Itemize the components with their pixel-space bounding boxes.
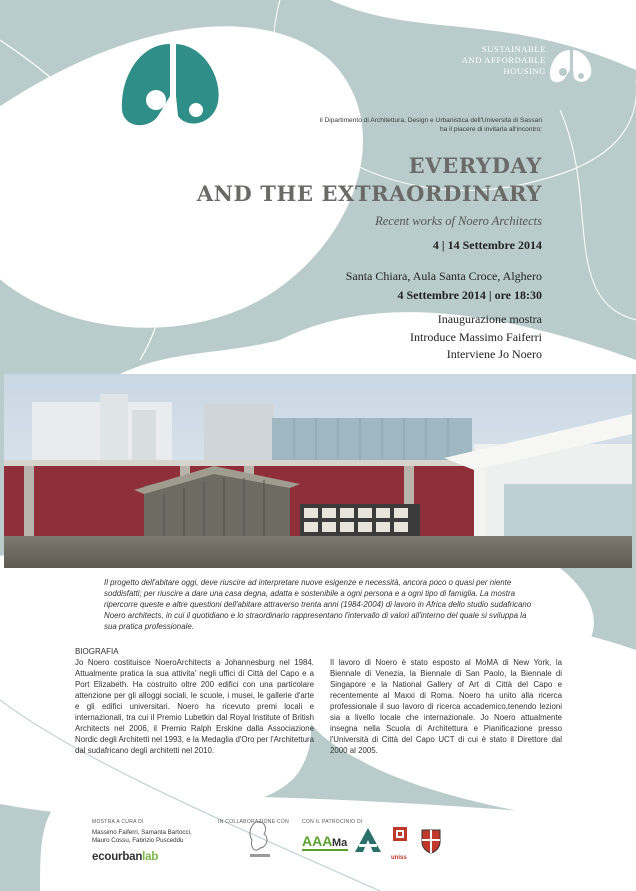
invitation-intro	[222, 116, 542, 134]
title-line-2: AND THE EXTRAORDINARY	[196, 181, 542, 206]
curated-by-label: MOSTRA A CURA DI	[92, 819, 144, 825]
brand-line-1: SUSTAINABLE	[481, 44, 546, 54]
a-logo-icon	[353, 826, 383, 854]
ecourbanlab-logo	[92, 851, 158, 863]
exhibition-description: Il progetto dell'abitare oggi, deve riuscire ad interpretare nuove esigenze e necessità, ancora poco o quasi per niente soddisfatti; per riuscire a dare una casa degna, adatta e sostenibile a ogni persona e a ogni tipo di famiglia. La mostra ripercorre queste e altre questioni dell'abitare attraverso trenta anni (1984-2004) di lavoro in Africa dello studio sudafricano Noero architects, in cui il quotidiano e lo straordinario rappresentano l'intervallo di valori all'interno del quale si sviluppa la sua pratica professionale.	[104, 578, 532, 631]
sah-logo-icon	[118, 40, 226, 132]
agenda-item: Introduce Massimo Faiferri	[410, 329, 542, 344]
sah-small-logo-icon	[548, 48, 594, 84]
collaboration-logo-icon	[246, 818, 274, 864]
brand-line-2: AND AFFORDABLE	[461, 55, 546, 65]
event-title	[197, 152, 542, 208]
ecourban-text: ecourban	[92, 851, 143, 863]
curators	[92, 829, 192, 845]
curators-line-1: Massimo Faiferri, Samanta Bartocci,	[92, 829, 192, 836]
collaboration-label: IN COLLABORAZIONE CON	[218, 819, 290, 825]
uniss-logo-icon	[392, 826, 408, 848]
event-venue: Santa Chiara, Aula Santa Croce, Alghero	[345, 269, 542, 283]
opening-time: 4 Settembre 2014 | ore 18:30	[397, 288, 542, 302]
agenda-item: Interviene Jo Noero	[446, 347, 542, 361]
agenda-item: Inaugurazione mostra	[437, 312, 542, 326]
title-line-1: EVERYDAY	[408, 153, 542, 178]
lab-text: lab	[142, 851, 159, 863]
aaa-logo-text: AAA	[302, 833, 333, 849]
event-subtitle: Recent works of Noero Architects	[375, 214, 542, 228]
biography-heading: BIOGRAFIA	[75, 647, 119, 656]
uniss-logo-text: uniss	[391, 855, 407, 861]
intro-line-1: il Dipartimento di Architettura, Design e Urbanistica dell'Università di Sassari	[319, 117, 542, 124]
aaa-ma-logo-icon	[302, 826, 350, 854]
patronage-label: CON IL PATROCINIO DI	[302, 819, 363, 825]
brand-line-3: HOUSING	[503, 66, 546, 76]
building-photo	[4, 374, 632, 568]
brand-name	[462, 44, 546, 77]
aaa-logo-suffix: Ma	[332, 837, 348, 849]
intro-line-2: ha il piacere di invitarla all'incontro:	[439, 126, 542, 133]
curators-line-2: Mauro Cossu, Fabrizio Pusceddu	[92, 837, 184, 844]
event-dates: 4 | 14 Settembre 2014	[432, 238, 542, 252]
biography-column-1: Jo Noero costituisce NoeroArchitects a Johannesburg nel 1984. Attualmente pratica la sua attivita' negli uffici di Città del Capo e a Port Elizabeth. Ha costruito oltre 200 edifici con una particolare attenzione per gli alloggi sociali, le scuole, i musei, le gallerie d'arte e gli edifici universitari. Noero ha ricevuto premi locali e internazionali, tra cui il Premio Lubetkin dal Royal Institute of British Architects nel 2006, il Premio Ralph Erskine dalla Associazione Nordic degli Architetti nel 1993, e la Medaglia d'Oro per l'Architettura dal sudafricano degli architetti nel 2010.	[75, 658, 314, 755]
coat-of-arms-icon	[420, 826, 442, 854]
biography-column-2: Il lavoro di Noero è stato esposto al MoMA di New York, la Biennale di Venezia, la Biennale di San Paolo, la Biennale di Singapore e la National Gallery of Art di Città del Capo e recentemente al Maxxi di Roma. Noero ha unito alla ricerca professionale il suo lavoro di ricerca accademico,tenendo lezioni sia a livello locale che internazionale. Jo Noero attualmente insegna nella Scuola di Architettura e Pianificazione presso l'Università di Città del Capo UCT di cui è stato il Direttore dal 2000 al 2005.	[330, 658, 562, 755]
event-agenda	[410, 311, 542, 364]
